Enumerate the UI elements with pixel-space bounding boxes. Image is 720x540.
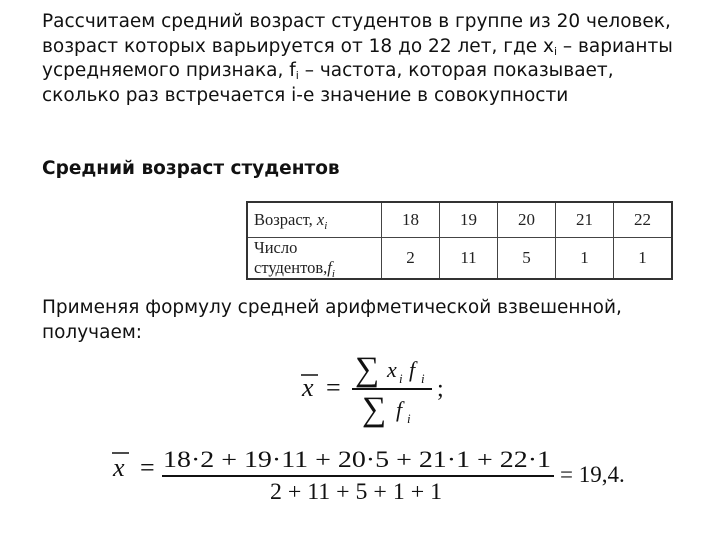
formula-semicolon: ; [437, 376, 444, 402]
sum-symbol: ∑ [362, 391, 387, 428]
den-f-sub: i [407, 411, 411, 426]
intro-text-3: – частота, которая показывает, сколько раз встречается i-е значение в совокупности [42, 60, 614, 106]
table-cell: 5 [498, 238, 556, 280]
formula-equals: = [326, 373, 341, 402]
num-f: f [409, 357, 416, 382]
table-cell: 2 [382, 238, 440, 280]
num-x: x [387, 357, 397, 382]
table-cell: 19 [440, 202, 498, 238]
num-f-sub: i [421, 371, 425, 386]
den-f: f [396, 397, 403, 422]
formula-equals: = [140, 453, 155, 482]
table-cell: 20 [498, 202, 556, 238]
sum-symbol: ∑ [355, 351, 380, 388]
num-x-sub: i [399, 371, 403, 386]
table-cell: 18 [382, 202, 440, 238]
subscript-i: i [295, 69, 299, 82]
intro-text-1: Рассчитаем средний возраст студентов в группе из 20 человек, возраст которых варьируется от 18 до 22 лет, где x [42, 11, 671, 57]
denominator: 2 + 11 + 5 + 1 + 1 [270, 479, 442, 504]
intro-text-2: – варианты усредняемого признака, f [42, 35, 673, 81]
table-cell: 21 [556, 202, 614, 238]
table-cell: 22 [614, 202, 673, 238]
section-heading: Средний возраст студентов [42, 158, 340, 179]
result: = 19,4. [560, 462, 625, 487]
subscript-i: i [553, 44, 558, 58]
method-paragraph: Применяя формулу средней арифметической взвешенной, получаем: [42, 297, 622, 343]
table-cell: 1 [556, 238, 614, 280]
formula-lhs: x [113, 453, 125, 482]
row-header-age: Возраст, $x_i$ [247, 202, 382, 238]
formula-weighted-mean [301, 351, 444, 428]
table-cell: 1 [614, 238, 673, 280]
numerator: 18·2 + 19·11 + 20·5 + 21·1 + 22·1 [163, 447, 551, 472]
table-cell: 11 [440, 238, 498, 280]
row-header-count: Число $студентов,f_i$ [247, 238, 382, 280]
formula-calculation [112, 447, 625, 504]
formula-lhs: x [302, 373, 314, 402]
